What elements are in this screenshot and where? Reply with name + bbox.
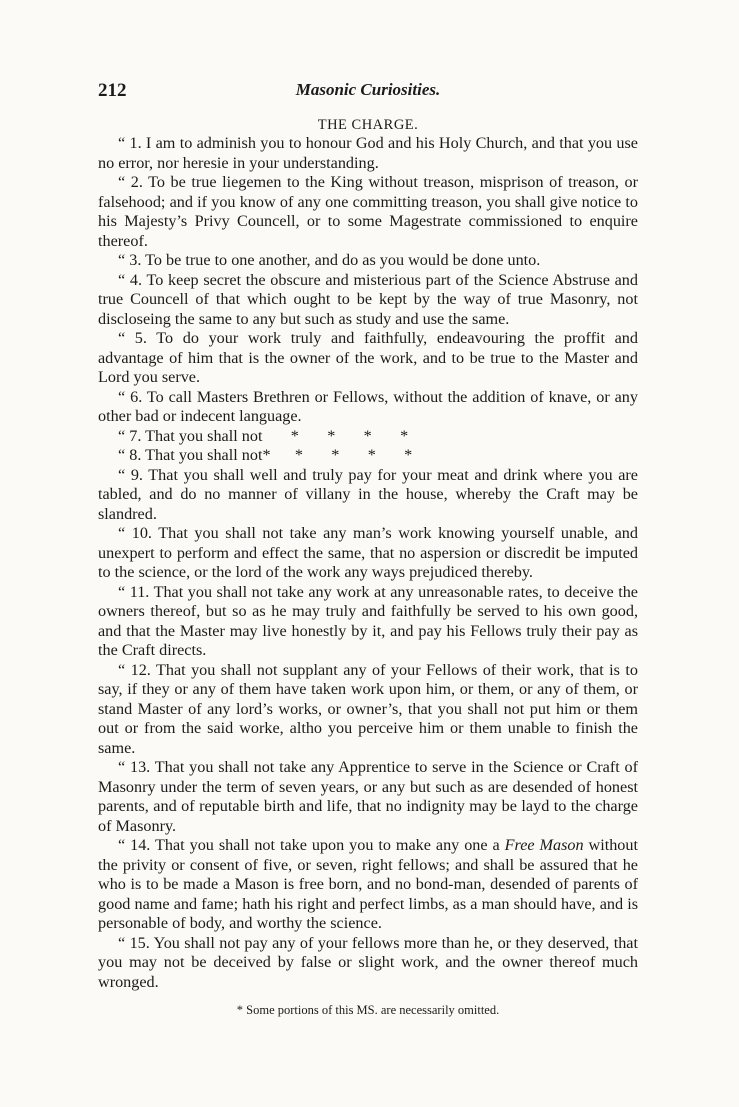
charge-paragraph-7: “ 7. That you shall not * * * * xyxy=(118,426,409,445)
charge-paragraph-1: “ 1. I am to adminish you to honour God and his Holy Church, and that you use no error, nor heresie in your understanding. xyxy=(98,134,638,172)
paragraph-14-rest: without the privity or consent of five, or seven, right fellows; and shall be assured that he who is to be made a Mason is free born, and no bond-man, desended of parents of good name and fame; hath his right and perfect limbs, as a man should have, and is personable of body, and worthy the science. xyxy=(98,836,638,932)
charge-paragraph-2: “ 2. To be true liegemen to the King without treason, misprison of treason, or falsehood; and if you know of any one committing treason, you shall give notice to his Majesty’s Privy Councell, or to some Magestrate commissioned to enquire thereof. xyxy=(98,173,638,250)
running-title: Masonic Curiosities. xyxy=(295,80,441,99)
charge-paragraph-13: “ 13. That you shall not take any Apprentice to serve in the Science or Craft of Masonry under the term of seven years, or any but such as are desended of honest parents, and of reputable birth and life, that no indignity may be layd to the charge of Masonry. xyxy=(98,758,638,835)
charge-paragraph-6: “ 6. To call Masters Brethren or Fellows, without the addition of knave, or any other bad or indecent language. xyxy=(98,387,638,425)
paragraph-14-start: “ 14. That you shall not take upon you to make any one a xyxy=(118,836,505,854)
section-title: THE CHARGE. xyxy=(317,117,419,133)
charge-paragraph-10: “ 10. That you shall not take any man’s work knowing yourself unable, and unexpert to perform and effect the same, that no aspersion or discredit be imputed to the science, or the lord of the work any ways prejudiced thereby. xyxy=(98,524,638,581)
charge-paragraph-12: “ 12. That you shall not supplant any of your Fellows of their work, that is to say, if they or any of them have taken work upon him, or them, or any of them, or stand Master of any lord’s works, or owner’s, that you shall not put him or them out or from the said worke, altho you perceive him or them unable to finish the same. xyxy=(98,660,638,757)
page-number: 212 xyxy=(98,80,127,101)
charge-paragraph-14 xyxy=(98,836,638,934)
free-mason-term: Free Mason xyxy=(504,836,584,854)
charge-paragraph-8: “ 8. That you shall not* * * * * xyxy=(118,446,413,464)
charge-paragraph-11: “ 11. That you shall not take any work at any unreasonable rates, to deceive the owners thereof, but so as he may truly and faithfully be served to his own good, and that the Master may live honestly by it, and pay his Fellows truly their pay as the Craft directs. xyxy=(98,582,638,659)
charge-paragraph-5: “ 5. To do your work truly and faithfully, endeavouring the proffit and advantage of him that is the owner of the work, and to be true to the Master and Lord you serve. xyxy=(98,329,638,386)
footnote: * Some portions of this MS. are necessarily omitted. xyxy=(236,1003,500,1017)
charge-paragraph-4: “ 4. To keep secret the obscure and misterious part of the Science Abstruse and true Councell of that which ought to be kept by the way of true Masonry, not discloseing the same to any but such as study and use the same. xyxy=(98,270,638,328)
charge-body xyxy=(98,134,638,992)
page-header xyxy=(98,80,638,104)
charge-paragraph-15: “ 15. You shall not pay any of your fellows more than he, or they deserved, that you may not be deceived by false or slight work, and the owner thereof much wronged. xyxy=(98,933,638,991)
charge-paragraph-9: “ 9. That you shall well and truly pay for your meat and drink where you are tabled, and do no manner of villany in the house, whereby the Craft may be slandred. xyxy=(98,465,638,523)
charge-paragraph-3: “ 3. To be true to one another, and do as you would be done unto. xyxy=(118,251,541,269)
